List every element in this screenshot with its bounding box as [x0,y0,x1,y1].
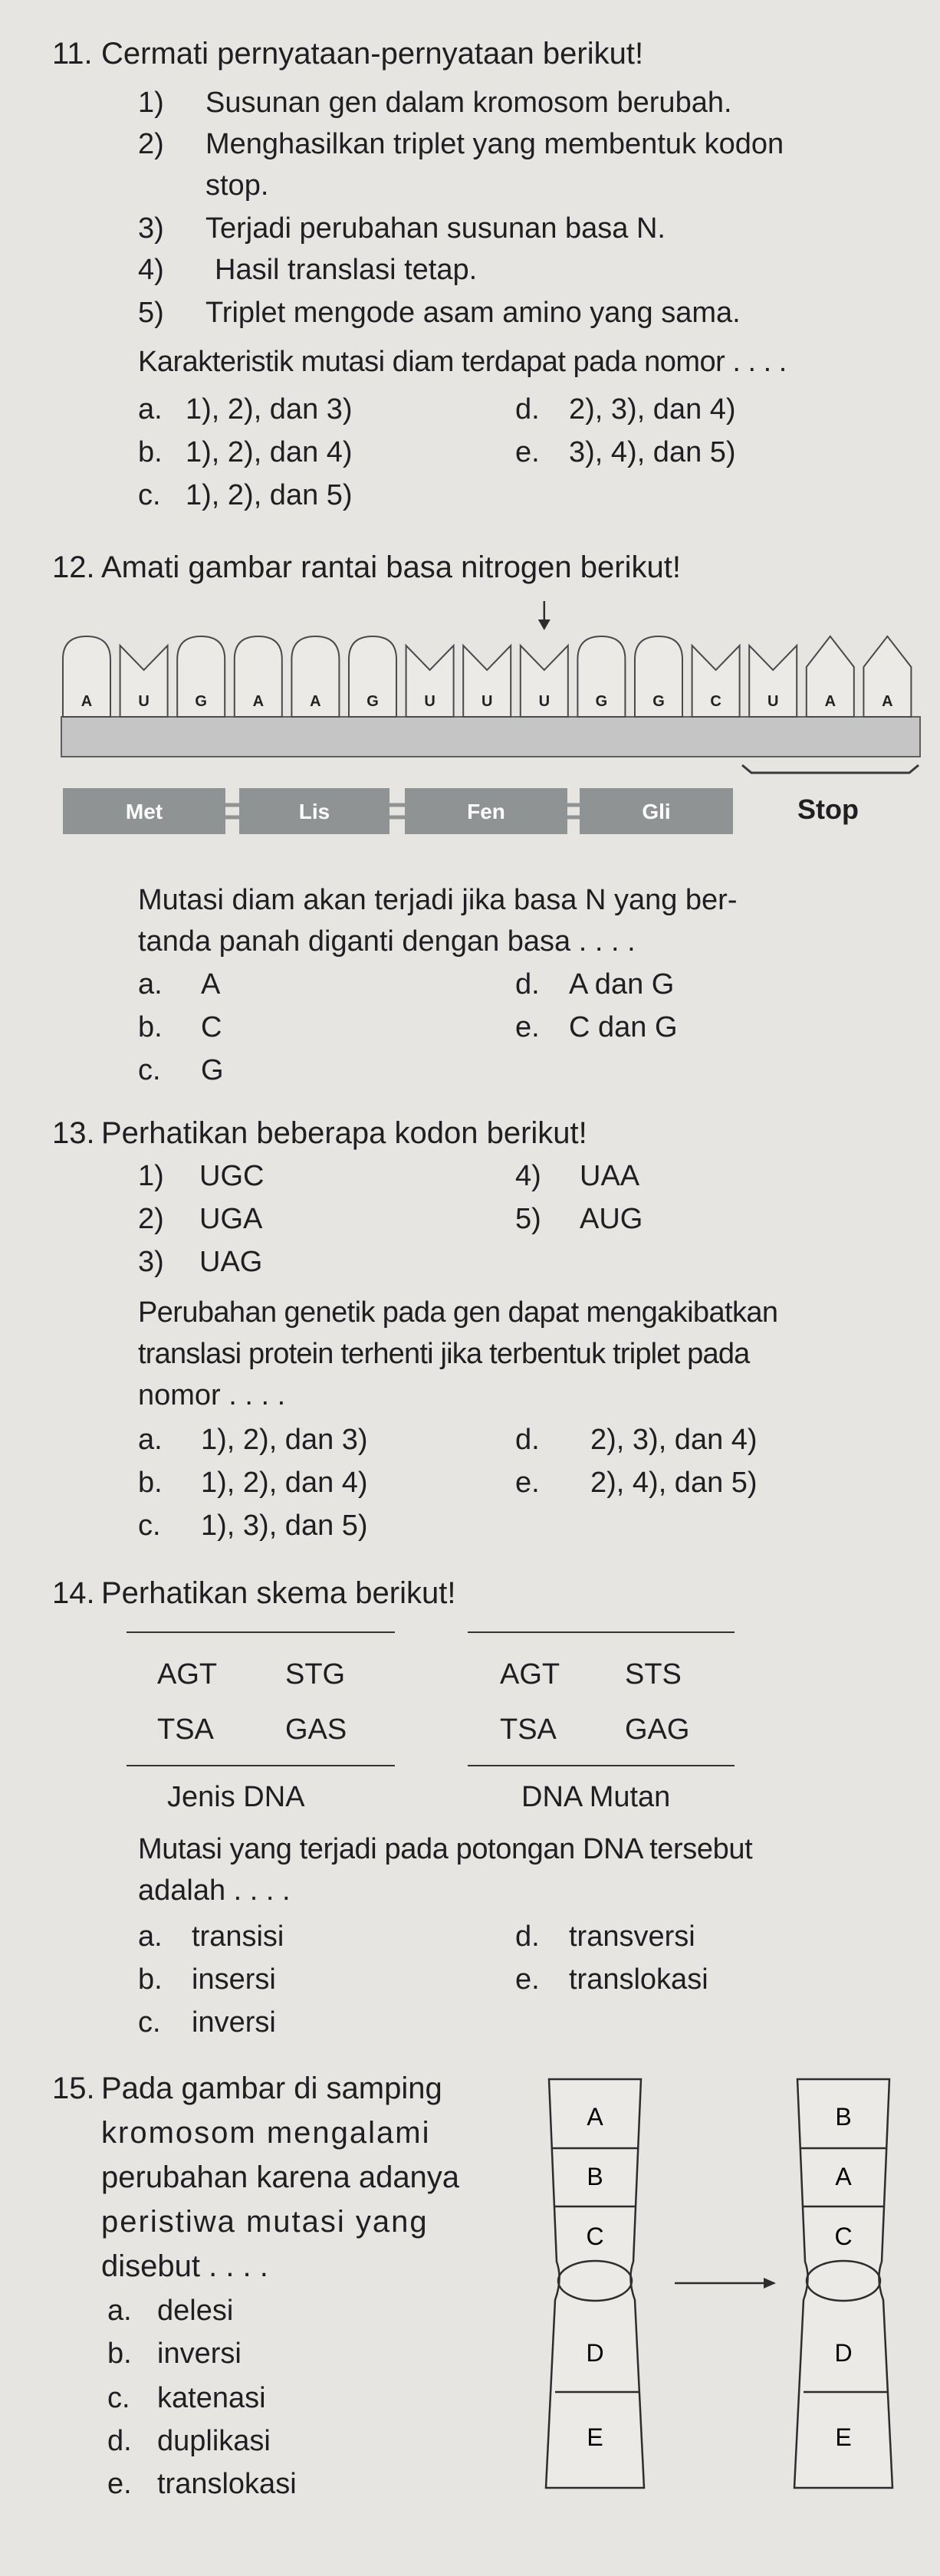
q12-question-line1: Mutasi diam akan terjadi jika basa N yang ber- [138,884,738,916]
q15-option-b: inversi [157,2338,242,2370]
q13-codon-2-number: 2) [138,1203,164,1235]
q12-option-e: C dan G [569,1011,678,1043]
base-2-label: U [138,693,150,710]
q14-stem: Perhatikan skema berikut! [101,1576,456,1610]
base-4-label: A [252,693,265,710]
q14-option-c: inversi [192,2006,276,2039]
q14-number: 14. [52,1576,95,1610]
q14-option-a-key: a. [138,1921,163,1953]
q14-right-row2-b: GAG [625,1714,690,1746]
bases-group [63,636,911,717]
base-1-label: A [81,693,93,710]
base-3-label: G [195,693,207,710]
q13-stem: Perhatikan beberapa kodon berikut! [101,1116,587,1150]
base-13-label: U [767,693,779,710]
q14-right-top-line [468,1631,735,1633]
q12-option-d: A dan G [569,968,675,1001]
q11-option-c: 1), 2), dan 5) [186,479,353,511]
q12-stem: Amati gambar rantai basa nitrogen berikut! [101,550,681,584]
base-6-label: G [366,693,379,710]
q13-option-b-key: b. [138,1467,163,1499]
q14-left-row1-b: STG [285,1658,346,1691]
q11-option-d-key: d. [515,393,540,426]
q15-option-b-key: b. [107,2338,132,2370]
q14-left-row2-b: GAS [285,1714,347,1746]
stop-label: Stop [797,794,859,825]
q14-left-row1-a: AGT [157,1658,218,1691]
amino-acid-3-label: Fen [467,800,505,823]
q14-question-line1: Mutasi yang terjadi pada potongan DNA tersebut [138,1833,753,1865]
q14-right-row1-b: STS [625,1658,682,1691]
q13-option-a-key: a. [138,1424,163,1456]
q11-statement-4: Hasil translasi tetap. [215,254,478,286]
q15-number: 15. [52,2072,95,2105]
q11-option-a: 1), 2), dan 3) [186,393,353,426]
amino-acid-2-label: Lis [298,800,330,823]
q15-option-e: translokasi [157,2468,297,2500]
q11-statement-1-number: 1) [138,87,164,119]
q12-option-e-key: e. [515,1011,540,1043]
q11-statement-5: Triplet mengode asam amino yang sama. [205,297,741,329]
q11-statement-2-number: 2) [138,128,164,160]
q14-right-row1-a: AGT [500,1658,560,1691]
arrow-head-q12 [538,619,551,630]
q14-option-c-key: c. [138,2006,161,2039]
q15-option-e-key: e. [107,2468,132,2500]
q11-statement-2-cont: stop. [205,169,269,202]
left-gene-C: C [586,2223,604,2250]
q13-codon-4-number: 4) [515,1160,541,1192]
q13-codon-5: AUG [580,1203,643,1235]
q15-stem-line2: kromosom mengalami [101,2116,431,2150]
q14-right-row2-a: TSA [500,1714,557,1746]
q12-option-a-key: a. [138,968,163,1001]
q11-stem: Cermati pernyataan-pernyataan berikut! [101,37,644,71]
base-11-label: G [652,693,665,710]
q13-option-b: 1), 2), dan 4) [201,1467,368,1499]
q12-option-b: C [201,1011,222,1043]
q14-left-bottom-line [127,1765,395,1766]
base-5-label: A [310,693,321,710]
chain-backbone [61,717,920,757]
q15-option-a-key: a. [107,2295,132,2327]
base-12-label: C [710,693,721,710]
right-gene-D: D [834,2339,853,2367]
q12-option-c: G [201,1054,224,1086]
q11-option-c-key: c. [138,479,161,511]
q13-option-e: 2), 4), dan 5) [590,1467,758,1499]
q13-option-d: 2), 3), dan 4) [590,1424,758,1456]
q15-stem-line1: Pada gambar di samping [101,2072,442,2105]
q15-option-a: delesi [157,2295,234,2327]
q13-codon-3: UAG [199,1246,263,1278]
amino-acid-1-label: Met [125,800,163,823]
q11-option-e: 3), 4), dan 5) [569,436,736,468]
base-9-label: U [538,693,551,710]
q11-statement-4-number: 4) [138,254,164,286]
chromosome-mutation-diagram [537,2070,935,2499]
q12-option-c-key: c. [138,1054,161,1086]
q14-option-e: translokasi [569,1963,708,1996]
q13-codon-2: UGA [199,1203,263,1235]
q13-codon-4: UAA [580,1160,640,1192]
q14-left-caption: Jenis DNA [167,1781,305,1813]
q14-option-a: transisi [192,1921,284,1953]
q14-option-b: insersi [192,1963,276,1996]
q13-codon-5-number: 5) [515,1203,541,1235]
base-10-label: G [595,693,608,710]
q11-option-d: 2), 3), dan 4) [569,393,736,426]
q13-codon-1: UGC [199,1160,265,1192]
q13-question-line3: nomor . . . . [138,1379,286,1411]
q14-left-top-line [127,1631,395,1633]
amino-acid-4-label: Gli [642,800,671,823]
base-14-label: A [824,693,836,710]
right-gene-B: B [835,2103,852,2131]
q12-question-line2: tanda panah diganti dengan basa . . . . [138,925,636,958]
q14-right-caption: DNA Mutan [521,1781,671,1813]
q11-option-a-key: a. [138,393,163,426]
q11-option-e-key: e. [515,436,540,468]
right-gene-A: A [835,2163,852,2190]
q15-stem-line3: perubahan karena adanya [101,2160,460,2194]
down-arrow-icon [538,601,551,630]
right-gene-E: E [835,2423,852,2451]
q13-question-line2: translasi protein terhenti jika terbentuk triplet pada [138,1338,750,1370]
right-arrow-icon [764,2278,776,2288]
nitrogen-base-chain-diagram [0,590,940,851]
q14-option-d-key: d. [515,1921,540,1953]
left-gene-E: E [587,2423,603,2451]
q14-left-row2-a: TSA [157,1714,214,1746]
q11-number: 11. [52,37,93,71]
left-gene-A: A [587,2103,603,2131]
q14-option-b-key: b. [138,1963,163,1996]
right-gene-C: C [834,2223,853,2250]
q11-statement-3: Terjadi perubahan susunan basa N. [205,212,666,245]
q13-question-line1: Perubahan genetik pada gen dapat mengakibatkan [138,1296,778,1329]
peptide-bond-1 [225,805,239,817]
q11-question: Karakteristik mutasi diam terdapat pada nomor . . . . [138,346,787,378]
q13-codon-3-number: 3) [138,1246,164,1278]
base-7-label: U [424,693,435,710]
q13-option-c-key: c. [138,1510,161,1542]
q15-option-d-key: d. [107,2425,132,2457]
q15-stem-line4: peristiwa mutasi yang [101,2205,429,2239]
q11-statement-1: Susunan gen dalam kromosom berubah. [205,87,732,119]
q13-option-c: 1), 3), dan 5) [201,1510,368,1542]
q11-statement-3-number: 3) [138,212,164,245]
q11-option-b-key: b. [138,436,163,468]
left-gene-B: B [587,2163,603,2190]
q14-right-bottom-line [468,1765,735,1766]
q14-option-d: transversi [569,1921,695,1953]
q14-question-line2: adalah . . . . [138,1875,291,1907]
amino-acid-bar [63,788,733,834]
q12-option-d-key: d. [515,968,540,1001]
q13-option-d-key: d. [515,1424,540,1456]
q11-option-b: 1), 2), dan 4) [186,436,353,468]
q14-option-e-key: e. [515,1963,540,1996]
q15-option-c: katenasi [157,2382,266,2414]
base-8-label: U [481,693,493,710]
stop-bracket [742,765,919,773]
q12-option-a: A [201,968,221,1001]
q12-number: 12. [52,550,95,584]
peptide-bond-2 [389,805,405,817]
q11-statement-5-number: 5) [138,297,164,329]
q13-number: 13. [52,1116,95,1150]
q11-statement-2: Menghasilkan triplet yang membentuk kodon [205,128,784,160]
peptide-bond-3 [567,805,580,817]
q12-option-b-key: b. [138,1011,163,1043]
q15-stem-line5: disebut . . . . [101,2249,268,2283]
q13-option-e-key: e. [515,1467,540,1499]
q15-option-c-key: c. [107,2382,130,2414]
q15-option-d: duplikasi [157,2425,271,2457]
base-15-label: A [882,693,893,710]
q13-codon-1-number: 1) [138,1160,164,1192]
q13-option-a: 1), 2), dan 3) [201,1424,368,1456]
left-gene-D: D [586,2339,604,2367]
